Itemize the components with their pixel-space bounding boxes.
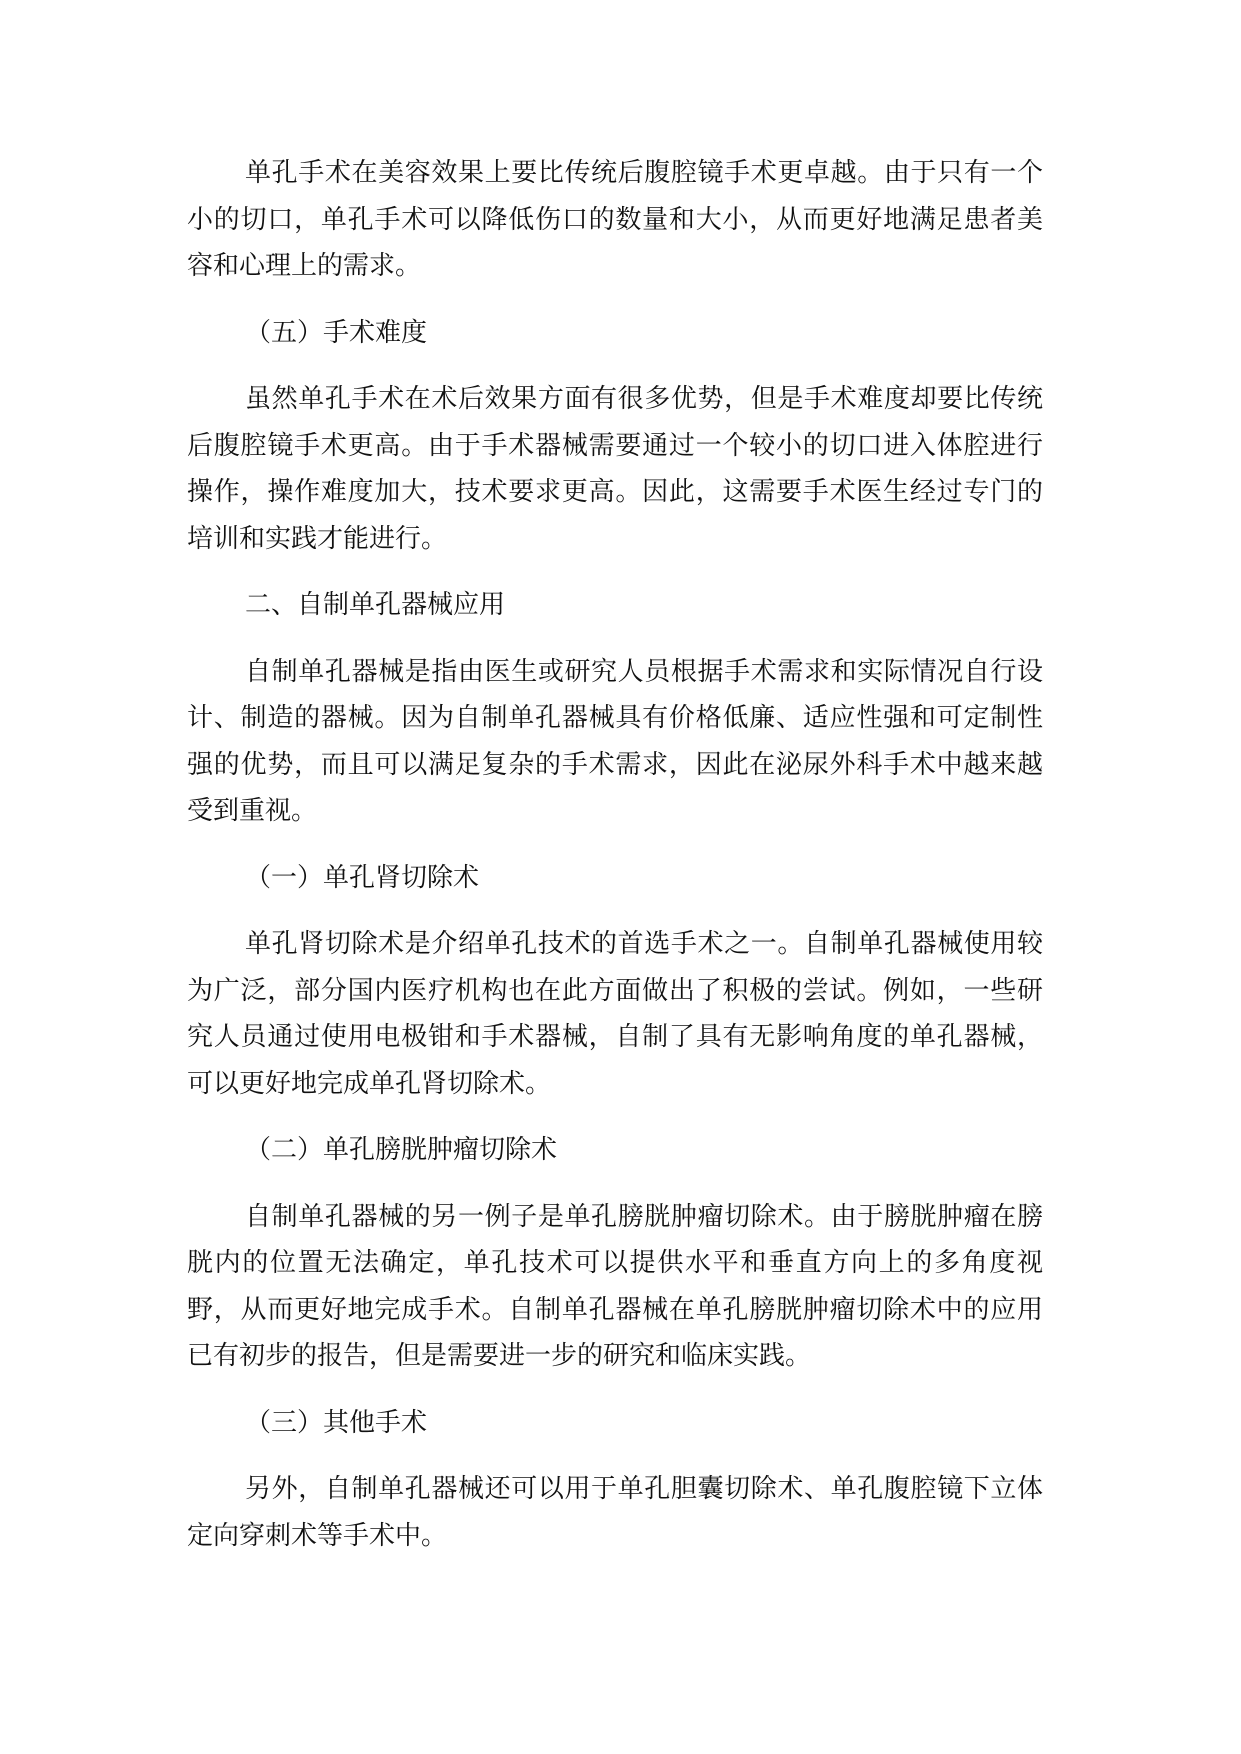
document-page: [187, 150, 1043, 1559]
paragraph-cosmetic-effect: 单孔手术在美容效果上要比传统后腹腔镜手术更卓越。由于只有一个小的切口，单孔手术可以降低伤口的数量和大小，从而更好地满足患者美容和心理上的需求。: [187, 158, 1043, 281]
paragraph-nephrectomy: 单孔肾切除术是介绍单孔技术的首选手术之一。自制单孔器械使用较为广泛，部分国内医疗机构也在此方面做出了积极的尝试。例如，一些研究人员通过使用电极钳和手术器械，自制了具有无影响角度的单孔器械，可以更好地完成单孔肾切除术。: [187, 929, 1043, 1099]
spacer: [187, 901, 1043, 921]
spacer: [187, 290, 1043, 310]
spacer: [187, 562, 1043, 582]
spacer: [187, 1107, 1043, 1127]
paragraph-other-surgeries: 另外，自制单孔器械还可以用于单孔胆囊切除术、单孔腹腔镜下立体定向穿刺术等手术中。: [187, 1474, 1043, 1551]
spacer: [187, 356, 1043, 376]
paragraph-bladder-tumor: 自制单孔器械的另一例子是单孔膀胱肿瘤切除术。由于膀胱肿瘤在膀胱内的位置无法确定，单孔技术可以提供水平和垂直方向上的多角度视野，从而更好地完成手术。自制单孔器械在单孔膀胱肿瘤切除术中的应用已有初步的报告，但是需要进一步的研究和临床实践。: [187, 1201, 1043, 1371]
spacer: [187, 835, 1043, 855]
paragraph-surgical-difficulty: 虽然单孔手术在术后效果方面有很多优势，但是手术难度却要比传统后腹腔镜手术更高。由于手术器械需要通过一个较小的切口进入体腔进行操作，操作难度加大，技术要求更高。因此，这需要手术医生经过专门的培训和实践才能进行。: [187, 384, 1043, 554]
heading-surgical-difficulty: （五）手术难度: [245, 317, 428, 348]
heading-nephrectomy: （一）单孔肾切除术: [245, 862, 480, 893]
spacer: [187, 1380, 1043, 1400]
spacer: [187, 1446, 1043, 1466]
heading-custom-instruments: 二、自制单孔器械应用: [245, 590, 506, 620]
spacer: [187, 1174, 1043, 1194]
heading-other-surgeries: （三）其他手术: [245, 1407, 428, 1438]
heading-bladder-tumor: （二）单孔膀胱肿瘤切除术: [245, 1135, 558, 1165]
paragraph-custom-instruments: 自制单孔器械是指由医生或研究人员根据手术需求和实际情况自行设计、制造的器械。因为自制单孔器械具有价格低廉、适应性强和可定制性强的优势，而且可以满足复杂的手术需求，因此在泌尿外科手术中越来越受到重视。: [187, 656, 1043, 826]
spacer: [187, 629, 1043, 649]
